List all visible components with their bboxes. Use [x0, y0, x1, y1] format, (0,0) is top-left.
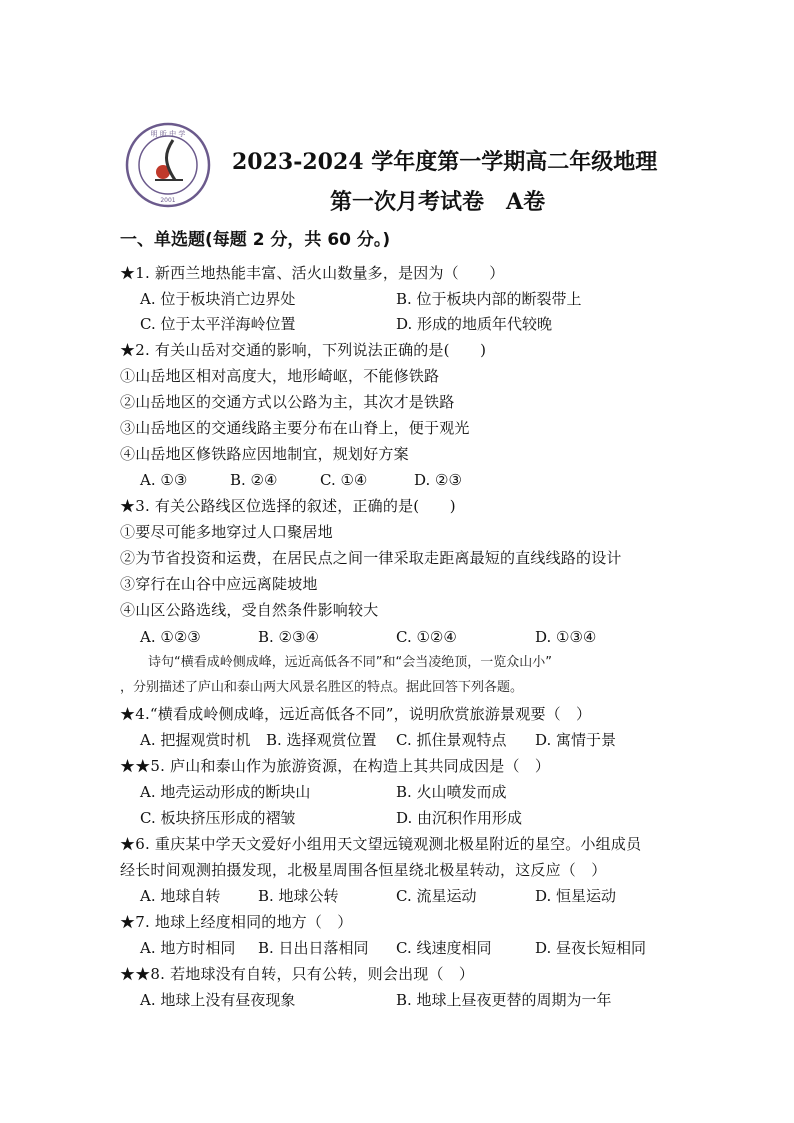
q3-statement-4: ④山区公路选线，受自然条件影响较大	[120, 601, 379, 619]
q2-option-d: D. ②③	[414, 471, 462, 489]
section-title: 一、单选题(每题 2 分，共 60 分。)	[120, 230, 391, 250]
q2-statement-1: ①山岳地区相对高度大，地形崎岖，不能修铁路	[120, 367, 440, 385]
exam-title-line1: 2023-2024 学年度第一学期高二年级地理	[232, 149, 658, 175]
q1-option-c: C. 位于太平洋海岭位置	[140, 315, 296, 333]
q4-option-c: C. 抓住景观特点	[396, 731, 507, 749]
exam-title-line2: 第一次月考试卷 A卷	[330, 189, 546, 215]
q5-option-a: A. 地壳运动形成的断块山	[140, 783, 311, 801]
q5-option-b: B. 火山喷发而成	[396, 783, 507, 801]
q7-option-c: C. 线速度相同	[396, 939, 492, 957]
q3-statement-3: ③穿行在山谷中应远离陡坡地	[120, 575, 318, 593]
q5-option-d: D. 由沉积作用形成	[396, 809, 523, 827]
q4-stem: ★4.“横看成岭侧成峰，远近高低各不同”，说明欣赏旅游景观要（ ）	[120, 705, 592, 723]
passage-line2: ，分别描述了庐山和泰山两大风景名胜区的特点。据此回答下列各题。	[120, 680, 524, 695]
q8-option-a: A. 地球上没有昼夜现象	[140, 991, 296, 1009]
q4-option-a: A. 把握观赏时机	[140, 731, 251, 749]
q2-stem: ★2. 有关山岳对交通的影响，下列说法正确的是( )	[120, 341, 487, 359]
q4-option-d: D. 寓情于景	[535, 731, 617, 749]
q6-option-d: D. 恒星运动	[535, 887, 617, 905]
q3-stem: ★3. 有关公路线区位选择的叙述，正确的是( )	[120, 497, 456, 515]
q1-option-a: A. 位于板块消亡边界处	[140, 290, 296, 308]
q3-option-b: B. ②③④	[258, 628, 319, 646]
q8-option-b: B. 地球上昼夜更替的周期为一年	[396, 991, 612, 1009]
logo-year: 2001	[160, 197, 176, 204]
school-logo	[125, 122, 211, 208]
q7-option-b: B. 日出日落相同	[258, 939, 369, 957]
q7-option-d: D. 昼夜长短相同	[535, 939, 647, 957]
q4-option-b: B. 选择观赏位置	[266, 731, 377, 749]
q2-statement-4: ④山岳地区修铁路应因地制宜，规划好方案	[120, 445, 409, 463]
q3-option-d: D. ①③④	[535, 628, 597, 646]
q5-option-c: C. 板块挤压形成的褶皱	[140, 809, 296, 827]
q6-option-a: A. 地球自转	[140, 887, 221, 905]
q2-option-a: A. ①③	[140, 471, 188, 489]
q3-option-a: A. ①②③	[140, 628, 201, 646]
passage-line1: 诗句“横看成岭侧成峰，远近高低各不同”和“会当凌绝顶，一览众山小”	[148, 655, 552, 670]
q6-option-b: B. 地球公转	[258, 887, 339, 905]
q2-option-c: C. ①④	[320, 471, 368, 489]
q6-option-c: C. 流星运动	[396, 887, 477, 905]
q2-statement-2: ②山岳地区的交通方式以公路为主，其次才是铁路	[120, 393, 455, 411]
q6-stem-line1: ★6. 重庆某中学天文爱好小组用天文望远镜观测北极星附近的星空。小组成员	[120, 835, 642, 853]
q5-stem: ★★5. 庐山和泰山作为旅游资源，在构造上其共同成因是（ ）	[120, 757, 551, 775]
q1-stem: ★1. 新西兰地热能丰富、活火山数量多，是因为（ ）	[120, 264, 505, 282]
q1-option-d: D. 形成的地质年代较晚	[396, 315, 553, 333]
q7-stem: ★7. 地球上经度相同的地方（ ）	[120, 913, 353, 931]
q7-option-a: A. 地方时相同	[140, 939, 236, 957]
q2-option-b: B. ②④	[230, 471, 278, 489]
q1-option-b: B. 位于板块内部的断裂带上	[396, 290, 582, 308]
logo-top-text: 明 昕 中 学	[150, 130, 186, 138]
q3-option-c: C. ①②④	[396, 628, 457, 646]
q3-statement-2: ②为节省投资和运费，在居民点之间一律采取走距离最短的直线线路的设计	[120, 549, 622, 567]
q6-stem-line2: 经长时间观测拍摄发现，北极星周围各恒星绕北极星转动，这反应（ ）	[120, 861, 607, 879]
q2-statement-3: ③山岳地区的交通线路主要分布在山脊上，便于观光	[120, 419, 470, 437]
q8-stem: ★★8. 若地球没有自转，只有公转，则会出现（ ）	[120, 965, 475, 983]
q3-statement-1: ①要尽可能多地穿过人口聚居地	[120, 523, 333, 541]
